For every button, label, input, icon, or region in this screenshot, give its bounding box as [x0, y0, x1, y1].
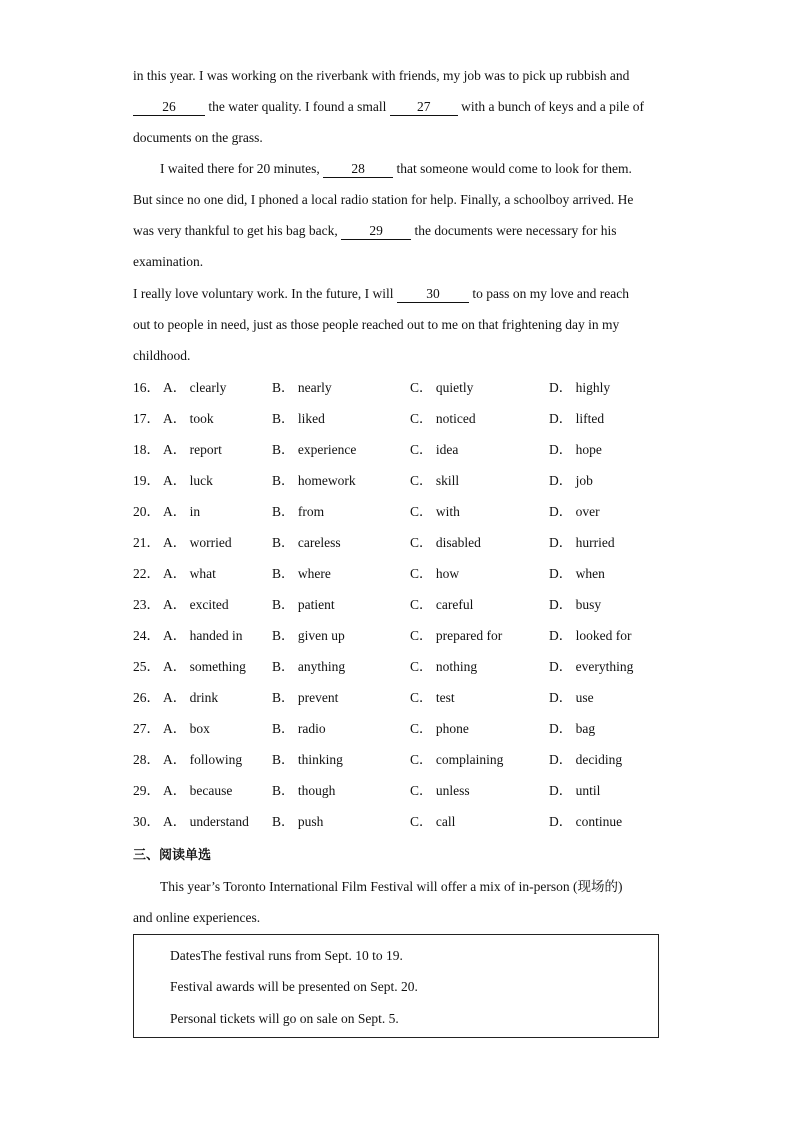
option-a[interactable]: A． report	[163, 442, 222, 457]
option-d[interactable]: D． use	[549, 690, 594, 705]
option-d[interactable]: D． bag	[549, 721, 596, 736]
section-intro-line: and online experiences.	[133, 910, 261, 925]
question-number: 17．	[133, 411, 160, 426]
passage-line	[160, 159, 632, 179]
option-a[interactable]: A． following	[163, 752, 243, 767]
section-title: 三、阅读单选	[133, 848, 212, 863]
option-a[interactable]: A． clearly	[163, 380, 227, 395]
passage-line	[133, 221, 617, 241]
passage-text: the water quality. I found a small	[205, 99, 390, 114]
option-d[interactable]: D． over	[549, 504, 600, 519]
option-c[interactable]: C． nothing	[410, 659, 478, 674]
option-c[interactable]: C． quietly	[410, 380, 474, 395]
blank-29: 29	[341, 223, 411, 240]
question-number: 26．	[133, 690, 160, 705]
option-b[interactable]: B． prevent	[272, 690, 339, 705]
passage-line: documents on the grass.	[133, 130, 263, 145]
blank-27: 27	[390, 99, 458, 116]
option-c[interactable]: C． unless	[410, 783, 470, 798]
blank-30: 30	[397, 286, 469, 303]
option-c[interactable]: C． call	[410, 814, 456, 829]
option-c[interactable]: C． test	[410, 690, 455, 705]
question-number: 27．	[133, 721, 160, 736]
option-b[interactable]: B． nearly	[272, 380, 332, 395]
option-d[interactable]: D． hurried	[549, 535, 615, 550]
passage-text: the documents were necessary for his	[411, 223, 617, 238]
option-a[interactable]: A． understand	[163, 814, 249, 829]
question-number: 24．	[133, 628, 160, 643]
question-number: 16．	[133, 380, 160, 395]
passage-line	[133, 284, 629, 304]
passage-text: I really love voluntary work. In the future, I will	[133, 286, 397, 301]
question-number: 21．	[133, 535, 160, 550]
option-d[interactable]: D． deciding	[549, 752, 623, 767]
option-b[interactable]: B． where	[272, 566, 331, 581]
passage-line: examination.	[133, 254, 204, 269]
option-b[interactable]: B． liked	[272, 411, 325, 426]
option-a[interactable]: A． took	[163, 411, 214, 426]
option-b[interactable]: B． experience	[272, 442, 357, 457]
option-c[interactable]: C． idea	[410, 442, 459, 457]
festival-info-box	[133, 934, 659, 1038]
option-d[interactable]: D． hope	[549, 442, 602, 457]
info-line: Personal tickets will go on sale on Sept. 5.	[170, 1011, 399, 1026]
option-a[interactable]: A． excited	[163, 597, 229, 612]
passage-text: with a bunch of keys and a pile of	[457, 99, 645, 114]
option-a[interactable]: A． what	[163, 566, 216, 581]
option-a[interactable]: A． drink	[163, 690, 219, 705]
blank-26: 26	[133, 99, 205, 116]
option-c[interactable]: C． noticed	[410, 411, 476, 426]
passage-text: was very thankful to get his bag back,	[133, 223, 342, 238]
option-d[interactable]: D． highly	[549, 380, 611, 395]
option-b[interactable]: B． patient	[272, 597, 335, 612]
passage-text: to pass on my love and reach	[468, 286, 630, 301]
passage-line: But since no one did, I phoned a local radio station for help. Finally, a schoolboy arrived. He	[133, 192, 634, 207]
passage-line	[133, 97, 644, 117]
option-a[interactable]: A． luck	[163, 473, 213, 488]
option-b[interactable]: B． anything	[272, 659, 346, 674]
option-b[interactable]: B． given up	[272, 628, 345, 643]
option-c[interactable]: C． complaining	[410, 752, 504, 767]
passage-text: that someone would come to look for them.	[393, 161, 632, 176]
option-a[interactable]: A． handed in	[163, 628, 243, 643]
passage-line: out to people in need, just as those people reached out to me on that frightening day in my	[133, 317, 620, 332]
option-b[interactable]: B． homework	[272, 473, 356, 488]
section-intro-line: This year’s Toronto International Film Festival will offer a mix of in-person (现场的)	[160, 879, 623, 894]
option-a[interactable]: A． box	[163, 721, 210, 736]
option-d[interactable]: D． looked for	[549, 628, 632, 643]
option-b[interactable]: B． from	[272, 504, 325, 519]
option-d[interactable]: D． job	[549, 473, 593, 488]
option-d[interactable]: D． continue	[549, 814, 623, 829]
option-b[interactable]: B． though	[272, 783, 336, 798]
option-d[interactable]: D． everything	[549, 659, 634, 674]
passage-line: in this year. I was working on the riverbank with friends, my job was to pick up rubbish and	[133, 68, 630, 83]
option-a[interactable]: A． worried	[163, 535, 232, 550]
option-b[interactable]: B． push	[272, 814, 324, 829]
question-number: 25．	[133, 659, 160, 674]
option-a[interactable]: A． because	[163, 783, 233, 798]
passage-line: childhood.	[133, 348, 191, 363]
info-line: Festival awards will be presented on Sept. 20.	[170, 979, 418, 994]
option-d[interactable]: D． lifted	[549, 411, 605, 426]
option-d[interactable]: D． until	[549, 783, 601, 798]
option-c[interactable]: C． prepared for	[410, 628, 503, 643]
question-number: 22．	[133, 566, 160, 581]
option-b[interactable]: B． careless	[272, 535, 341, 550]
blank-28: 28	[323, 161, 393, 178]
option-c[interactable]: C． with	[410, 504, 460, 519]
option-b[interactable]: B． radio	[272, 721, 326, 736]
option-d[interactable]: D． when	[549, 566, 605, 581]
option-b[interactable]: B． thinking	[272, 752, 343, 767]
question-number: 23．	[133, 597, 160, 612]
option-c[interactable]: C． careful	[410, 597, 474, 612]
passage-text: I waited there for 20 minutes,	[160, 161, 324, 176]
question-number: 19．	[133, 473, 160, 488]
question-number: 20．	[133, 504, 160, 519]
option-c[interactable]: C． skill	[410, 473, 460, 488]
option-c[interactable]: C． how	[410, 566, 460, 581]
option-c[interactable]: C． disabled	[410, 535, 481, 550]
question-number: 18．	[133, 442, 160, 457]
option-a[interactable]: A． something	[163, 659, 246, 674]
info-line: DatesThe festival runs from Sept. 10 to 19.	[170, 948, 403, 963]
option-d[interactable]: D． busy	[549, 597, 602, 612]
question-number: 29．	[133, 783, 160, 798]
option-a[interactable]: A． in	[163, 504, 201, 519]
question-number: 30．	[133, 814, 160, 829]
question-number: 28．	[133, 752, 160, 767]
option-c[interactable]: C． phone	[410, 721, 469, 736]
